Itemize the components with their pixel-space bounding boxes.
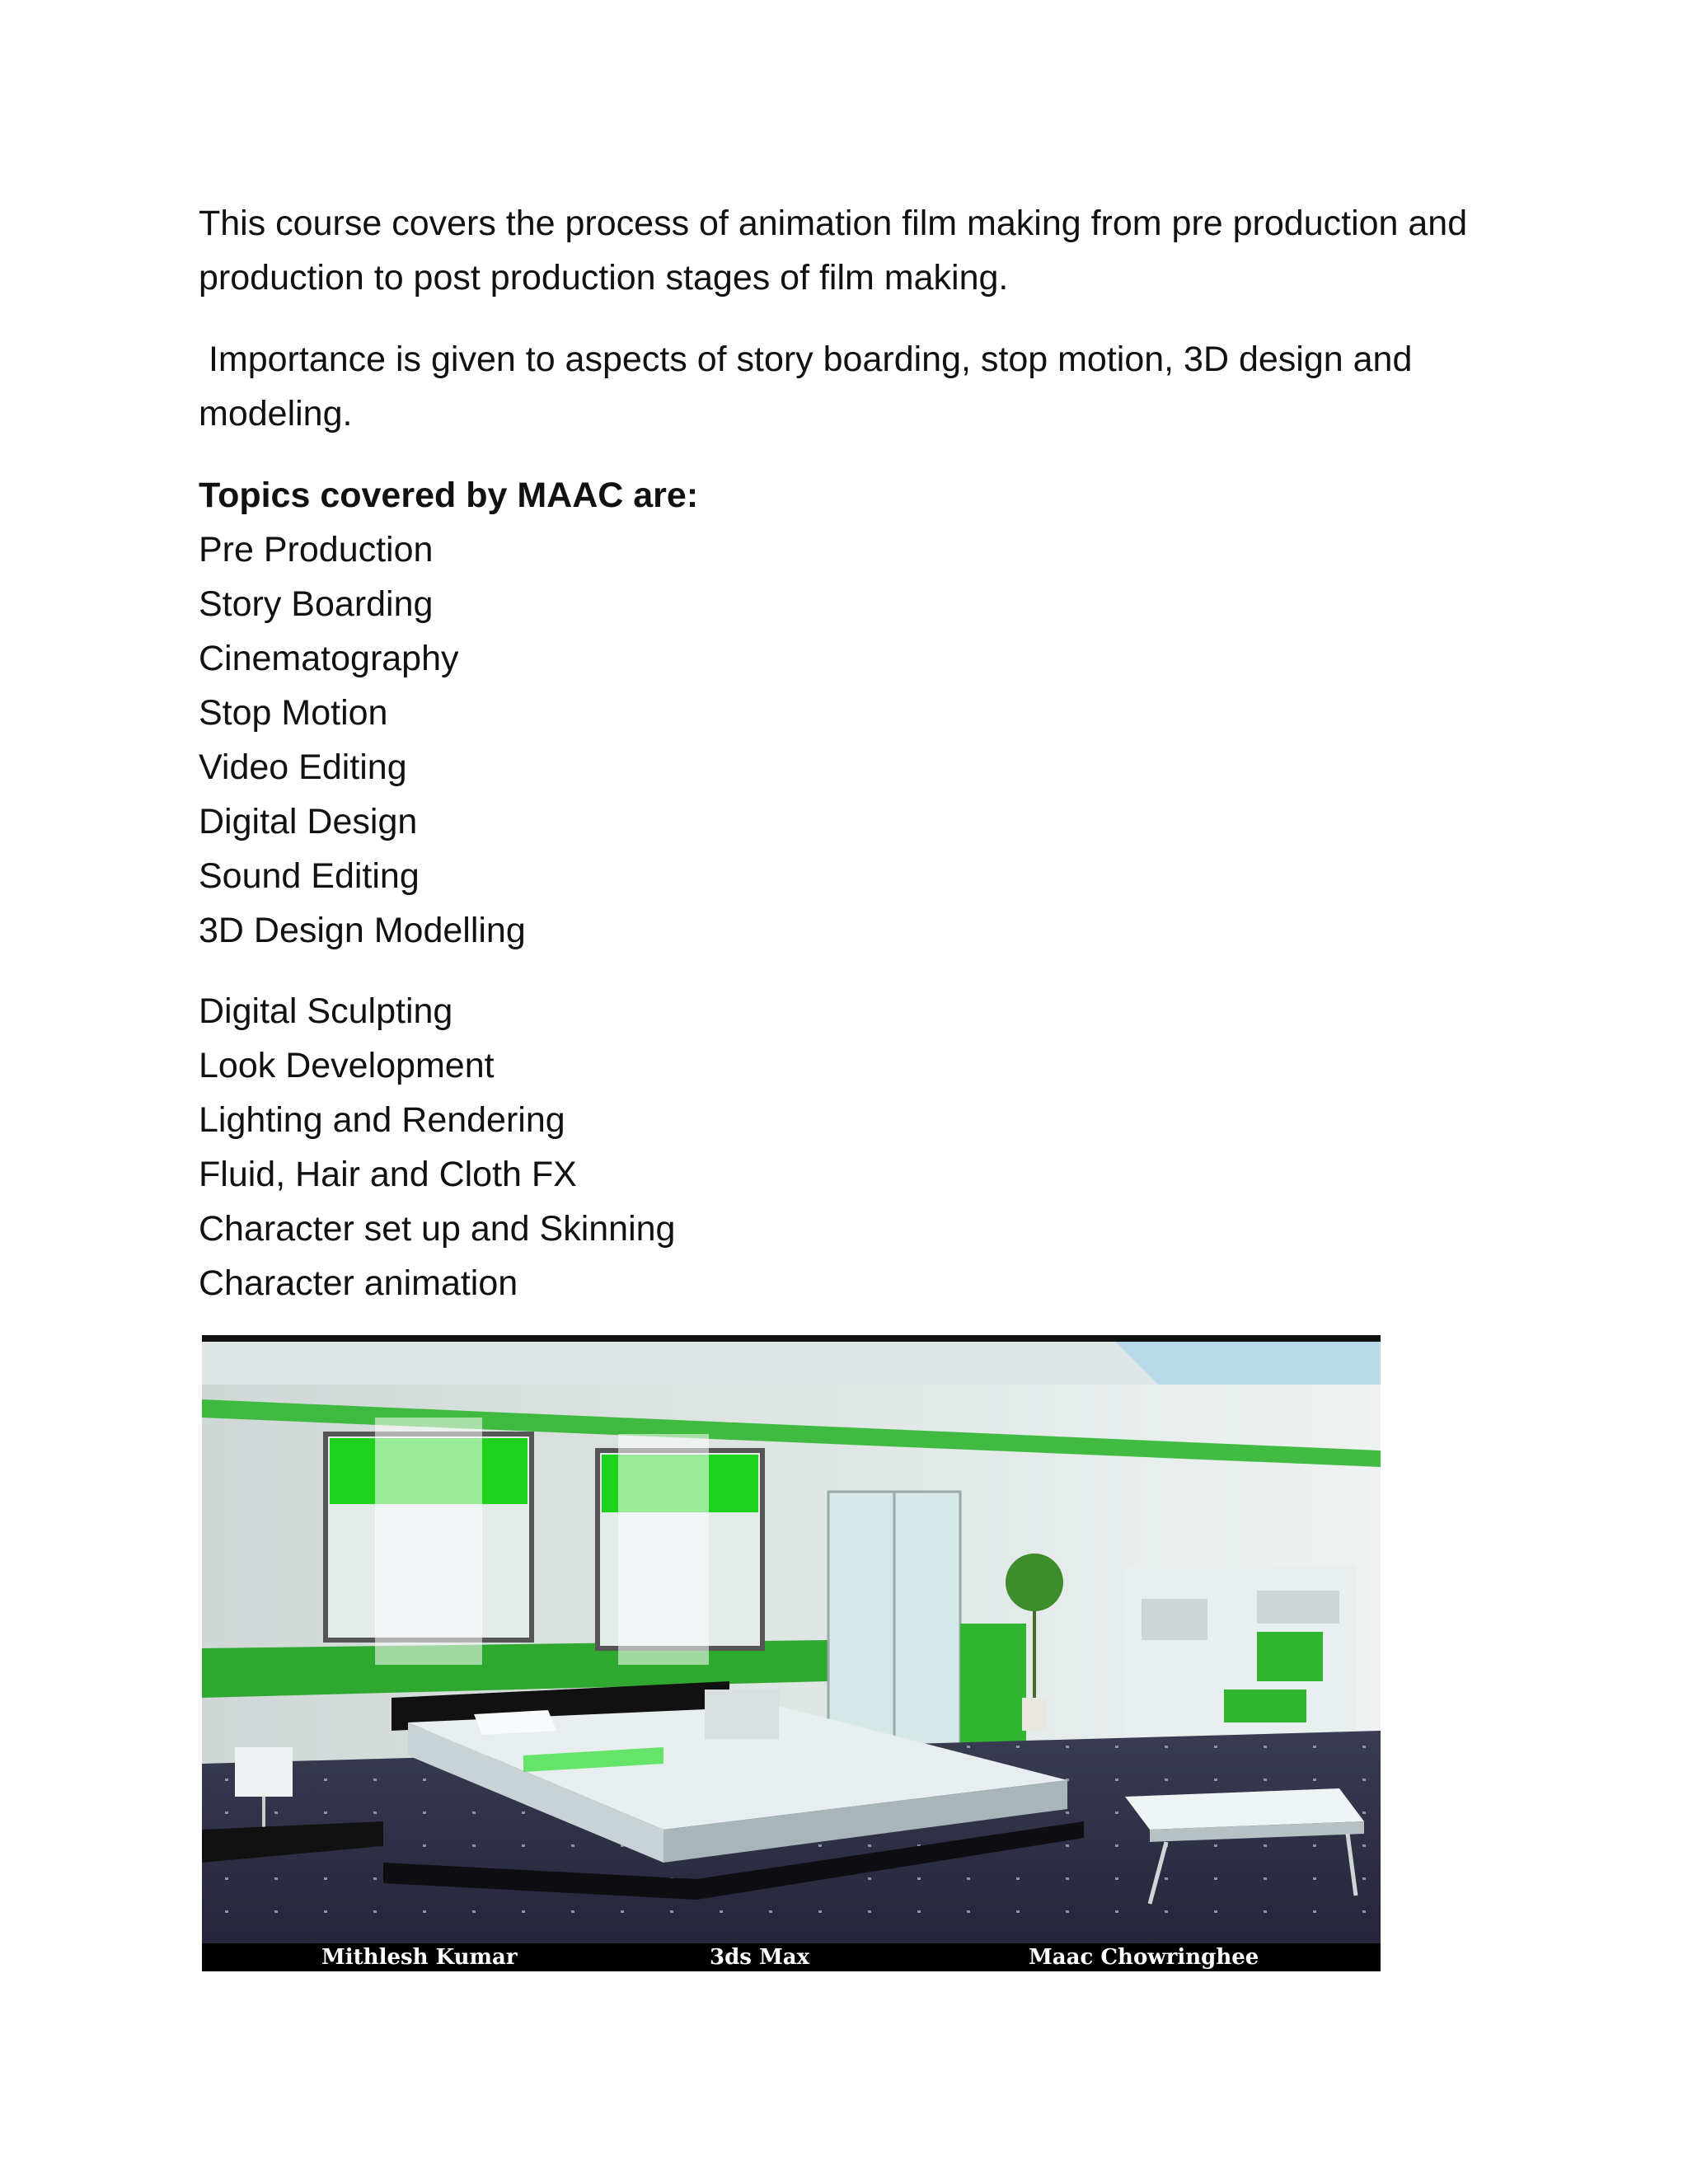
- image-caption-institute: Maac Chowringhee: [1029, 1945, 1259, 1970]
- list-item: Stop Motion: [199, 693, 388, 733]
- bedroom-render-icon: [202, 1335, 1381, 1971]
- topics-list-2: [199, 984, 675, 1310]
- bedroom-render-image: [202, 1335, 1381, 1971]
- list-item: Video Editing: [199, 748, 407, 787]
- topics-heading: Topics covered by MAAC are:: [199, 476, 699, 515]
- list-item: Digital Sculpting: [199, 991, 453, 1031]
- list-item: Lighting and Rendering: [199, 1100, 565, 1140]
- image-caption-software: 3ds Max: [710, 1945, 810, 1970]
- list-item: Sound Editing: [199, 856, 420, 896]
- list-item: Character set up and Skinning: [199, 1209, 676, 1249]
- intro-paragraph-1: This course covers the process of animation film making from pre production and production to post production stages of film making.: [199, 204, 1468, 298]
- list-item: Pre Production: [199, 530, 434, 569]
- list-item: Look Development: [199, 1046, 495, 1085]
- topics-list-1: [199, 523, 526, 958]
- image-caption-author: Mithlesh Kumar: [321, 1945, 518, 1970]
- list-item: Story Boarding: [199, 584, 434, 624]
- list-item: Fluid, Hair and Cloth FX: [199, 1155, 577, 1194]
- list-item: Cinematography: [199, 639, 459, 678]
- intro-paragraph-2: Importance is given to aspects of story boarding, stop motion, 3D design and modeling.: [199, 340, 1423, 434]
- list-item: 3D Design Modelling: [199, 911, 526, 950]
- list-item: Character animation: [199, 1263, 518, 1303]
- list-item: Digital Design: [199, 802, 418, 841]
